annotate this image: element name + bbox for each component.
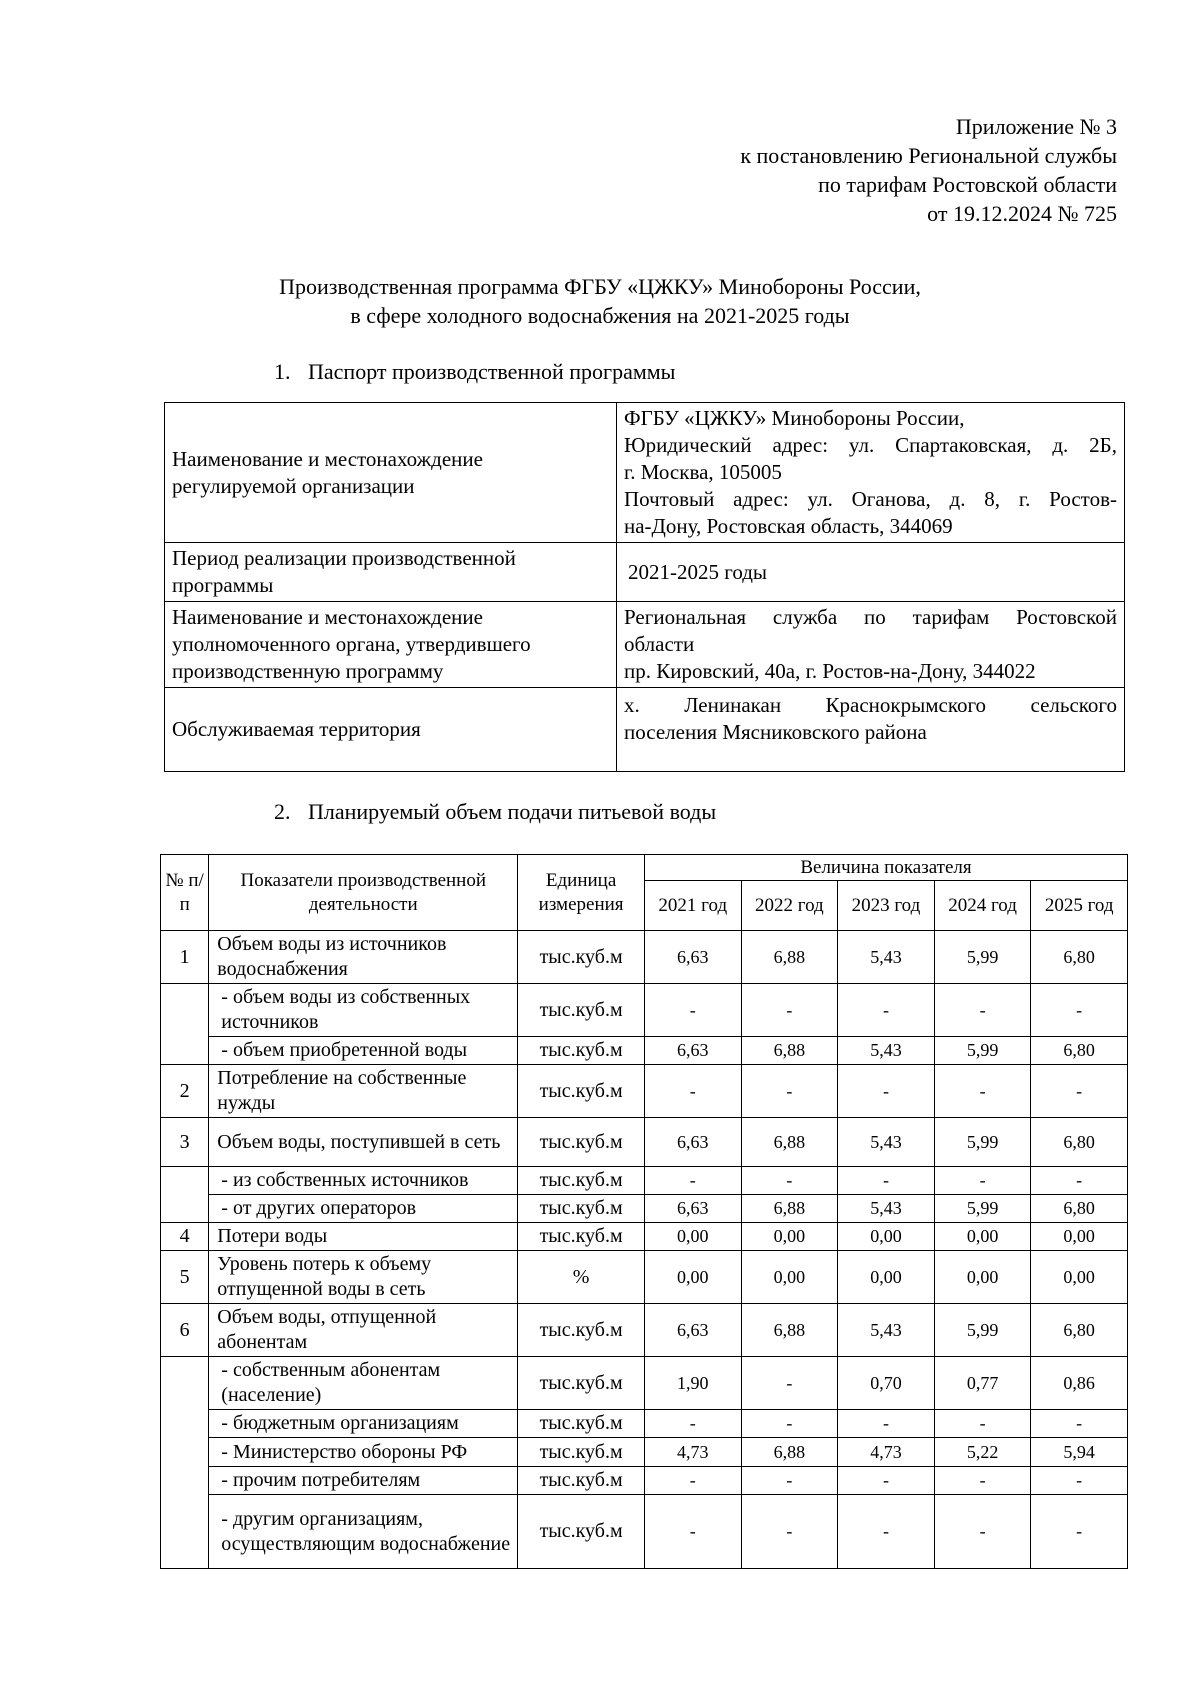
row-value: 0,00 — [741, 1251, 838, 1304]
table-row — [161, 1037, 1128, 1065]
row-value: 6,63 — [644, 931, 741, 984]
row-value: - — [741, 984, 838, 1037]
passport-label: Наименование и местонахождение регулируемой организации — [165, 403, 617, 543]
section-2-number: 2. — [274, 799, 291, 824]
row-value: 0,00 — [934, 1251, 1031, 1304]
row-value: 6,63 — [644, 1118, 741, 1167]
appendix-header — [740, 112, 1117, 228]
row-value: 6,80 — [1031, 1118, 1128, 1167]
row-indicator: - из собственных источников — [209, 1167, 518, 1195]
row-value: - — [934, 1410, 1031, 1438]
header-unit: Единица измерения — [518, 855, 645, 931]
water-volume-table — [160, 854, 1128, 1569]
row-value: - — [741, 1410, 838, 1438]
passport-label: Наименование и местонахождение уполномоченного органа, утвердившего производственную программу — [165, 602, 617, 688]
passport-label: Период реализации производственной программы — [165, 543, 617, 602]
row-value: 5,43 — [838, 1037, 935, 1065]
title-line-2: в сфере холодного водоснабжения на 2021-2025 годы — [350, 303, 850, 328]
row-value: 0,00 — [644, 1223, 741, 1251]
row-value: 0,00 — [838, 1251, 935, 1304]
row-value: 5,43 — [838, 931, 935, 984]
row-indicator: Объем воды из источников водоснабжения — [209, 931, 518, 984]
passport-value-line: пр. Кировский, 40а, г. Ростов-на-Дону, 344022 — [624, 659, 1036, 683]
row-value: 5,94 — [1031, 1438, 1128, 1467]
row-unit: тыс.куб.м — [518, 1438, 645, 1467]
row-value: 6,80 — [1031, 1304, 1128, 1357]
row-value: - — [644, 1495, 741, 1569]
table-row — [161, 1438, 1128, 1467]
row-value: 6,63 — [644, 1037, 741, 1065]
passport-row-authority — [165, 602, 1125, 688]
passport-value-line: поселения Мясниковского района — [624, 720, 927, 744]
row-unit: тыс.куб.м — [518, 1037, 645, 1065]
row-indicator: - другим организациям, осуществляющим водоснабжение — [209, 1495, 518, 1569]
row-indicator: - от других операторов — [209, 1195, 518, 1223]
row-value: - — [838, 1410, 935, 1438]
row-number: 1 — [161, 931, 209, 984]
row-value: - — [1031, 1467, 1128, 1495]
row-indicator: - Министерство обороны РФ — [209, 1438, 518, 1467]
row-indicator: - прочим потребителям — [209, 1467, 518, 1495]
row-value: - — [741, 1495, 838, 1569]
row-value: 5,99 — [934, 1195, 1031, 1223]
header-year: 2023 год — [838, 881, 935, 931]
row-value: 5,43 — [838, 1118, 935, 1167]
row-value: 4,73 — [838, 1438, 935, 1467]
row-unit: тыс.куб.м — [518, 1195, 645, 1223]
row-number: 2 — [161, 1065, 209, 1118]
passport-value-line: области — [624, 632, 695, 656]
passport-value — [617, 403, 1125, 543]
row-value: 6,88 — [741, 1037, 838, 1065]
row-value: 5,99 — [934, 931, 1031, 984]
header-value: Величина показателя — [644, 855, 1127, 881]
section-1-title: Паспорт производственной программы — [308, 359, 676, 384]
row-indicator: Объем воды, отпущенной абонентам — [209, 1304, 518, 1357]
table-row — [161, 1357, 1128, 1410]
table-row — [161, 1304, 1128, 1357]
section-1-heading — [274, 357, 675, 386]
row-indicator: - объем приобретенной воды — [209, 1037, 518, 1065]
row-unit: тыс.куб.м — [518, 1223, 645, 1251]
passport-value — [617, 602, 1125, 688]
table-row — [161, 1223, 1128, 1251]
header-year: 2025 год — [1031, 881, 1128, 931]
row-value: 6,63 — [644, 1304, 741, 1357]
row-unit: тыс.куб.м — [518, 1495, 645, 1569]
passport-table — [164, 402, 1125, 772]
row-value: 6,80 — [1031, 931, 1128, 984]
row-value: 1,90 — [644, 1357, 741, 1410]
row-value: 0,00 — [644, 1251, 741, 1304]
row-number: 6 — [161, 1304, 209, 1357]
passport-value-line: на-Дону, Ростовская область, 344069 — [624, 514, 953, 538]
appendix-resolution: к постановлению Региональной службы — [740, 143, 1117, 168]
passport-value-line: Юридический адрес: ул. Спартаковская, д. 2Б, — [624, 433, 1117, 457]
row-value: - — [1031, 1065, 1128, 1118]
row-value: 5,22 — [934, 1438, 1031, 1467]
row-value: 0,00 — [1031, 1223, 1128, 1251]
passport-value-line: г. Москва, 105005 — [624, 460, 782, 484]
row-unit: тыс.куб.м — [518, 1118, 645, 1167]
row-value: - — [838, 1167, 935, 1195]
row-value: 0,00 — [838, 1223, 935, 1251]
row-value: - — [838, 1495, 935, 1569]
row-value: 6,88 — [741, 1195, 838, 1223]
appendix-authority: по тарифам Ростовской области — [818, 172, 1117, 197]
row-unit: % — [518, 1251, 645, 1304]
row-unit: тыс.куб.м — [518, 984, 645, 1037]
section-2-title: Планируемый объем подачи питьевой воды — [308, 799, 717, 824]
passport-row-organization — [165, 403, 1125, 543]
passport-value — [617, 688, 1125, 772]
section-2-heading — [274, 797, 716, 826]
table-row — [161, 1118, 1128, 1167]
row-value: - — [644, 984, 741, 1037]
table-row — [161, 1167, 1128, 1195]
row-value: - — [934, 1467, 1031, 1495]
row-value: 0,86 — [1031, 1357, 1128, 1410]
row-value: - — [1031, 984, 1128, 1037]
row-unit: тыс.куб.м — [518, 1410, 645, 1438]
document-title — [0, 272, 1200, 330]
passport-value-line: х. Ленинакан Краснокрымского сельского — [624, 693, 1117, 717]
row-value: - — [934, 984, 1031, 1037]
table-row — [161, 984, 1128, 1037]
row-number — [161, 984, 209, 1065]
row-value: - — [741, 1467, 838, 1495]
row-value: 6,88 — [741, 1118, 838, 1167]
row-value: - — [644, 1167, 741, 1195]
row-number — [161, 1167, 209, 1223]
row-value: 5,99 — [934, 1304, 1031, 1357]
row-indicator: Потребление на собственные нужды — [209, 1065, 518, 1118]
passport-row-territory — [165, 688, 1125, 772]
row-unit: тыс.куб.м — [518, 1304, 645, 1357]
row-value: - — [1031, 1495, 1128, 1569]
row-unit: тыс.куб.м — [518, 1467, 645, 1495]
appendix-number: Приложение № 3 — [955, 114, 1117, 139]
table-row — [161, 1251, 1128, 1304]
table-row — [161, 1065, 1128, 1118]
row-value: 0,00 — [1031, 1251, 1128, 1304]
row-value: 4,73 — [644, 1438, 741, 1467]
row-value: 5,99 — [934, 1037, 1031, 1065]
row-value: 6,80 — [1031, 1195, 1128, 1223]
row-value: - — [838, 1065, 935, 1118]
header-num: № п/п — [161, 855, 209, 931]
row-number: 3 — [161, 1118, 209, 1167]
row-value: 5,99 — [934, 1118, 1031, 1167]
row-value: - — [741, 1357, 838, 1410]
row-value: - — [1031, 1167, 1128, 1195]
row-value: - — [934, 1065, 1031, 1118]
row-indicator: - объем воды из собственных источников — [209, 984, 518, 1037]
row-value: 6,88 — [741, 931, 838, 984]
table-header-row — [161, 855, 1128, 881]
row-value: 6,88 — [741, 1304, 838, 1357]
passport-value-line: Почтовый адрес: ул. Оганова, д. 8, г. Ростов- — [624, 487, 1117, 511]
row-value: 5,43 — [838, 1304, 935, 1357]
header-indicator: Показатели производственной деятельности — [209, 855, 518, 931]
row-unit: тыс.куб.м — [518, 931, 645, 984]
row-value: - — [838, 1467, 935, 1495]
header-year: 2024 год — [934, 881, 1031, 931]
row-value: - — [644, 1467, 741, 1495]
passport-row-period — [165, 543, 1125, 602]
passport-value-line: 2021-2025 годы — [628, 559, 768, 584]
row-unit: тыс.куб.м — [518, 1357, 645, 1410]
row-value: 0,00 — [741, 1223, 838, 1251]
row-value: 6,80 — [1031, 1037, 1128, 1065]
row-indicator: Уровень потерь к объему отпущенной воды в сеть — [209, 1251, 518, 1304]
header-year: 2022 год — [741, 881, 838, 931]
table-row — [161, 1195, 1128, 1223]
row-value: 0,00 — [934, 1223, 1031, 1251]
row-unit: тыс.куб.м — [518, 1167, 645, 1195]
passport-value — [617, 543, 1125, 602]
table-row — [161, 1467, 1128, 1495]
row-value: 5,43 — [838, 1195, 935, 1223]
row-value: - — [934, 1495, 1031, 1569]
passport-value-line: Региональная служба по тарифам Ростовской — [624, 605, 1117, 629]
row-unit: тыс.куб.м — [518, 1065, 645, 1118]
table-row — [161, 1495, 1128, 1569]
row-number: 5 — [161, 1251, 209, 1304]
row-value: 6,88 — [741, 1438, 838, 1467]
header-year: 2021 год — [644, 881, 741, 931]
section-1-number: 1. — [274, 359, 291, 384]
row-value: - — [1031, 1410, 1128, 1438]
row-value: 0,77 — [934, 1357, 1031, 1410]
row-value: - — [644, 1410, 741, 1438]
table-body — [161, 931, 1128, 1569]
row-number — [161, 1357, 209, 1569]
row-value: - — [741, 1167, 838, 1195]
row-indicator: - бюджетным организациям — [209, 1410, 518, 1438]
row-indicator: Потери воды — [209, 1223, 518, 1251]
row-value: 0,70 — [838, 1357, 935, 1410]
row-value: - — [934, 1167, 1031, 1195]
title-line-1: Производственная программа ФГБУ «ЦЖКУ» Минобороны России, — [279, 274, 921, 299]
appendix-date: от 19.12.2024 № 725 — [927, 201, 1117, 226]
passport-label: Обслуживаемая территория — [165, 688, 617, 772]
row-number: 4 — [161, 1223, 209, 1251]
row-value: 6,63 — [644, 1195, 741, 1223]
table-row — [161, 1410, 1128, 1438]
row-value: - — [838, 984, 935, 1037]
passport-value-line: ФГБУ «ЦЖКУ» Минобороны России, — [624, 406, 965, 430]
row-value: - — [741, 1065, 838, 1118]
table-row — [161, 931, 1128, 984]
row-indicator: Объем воды, поступившей в сеть — [209, 1118, 518, 1167]
row-value: - — [644, 1065, 741, 1118]
row-indicator: - собственным абонентам (население) — [209, 1357, 518, 1410]
